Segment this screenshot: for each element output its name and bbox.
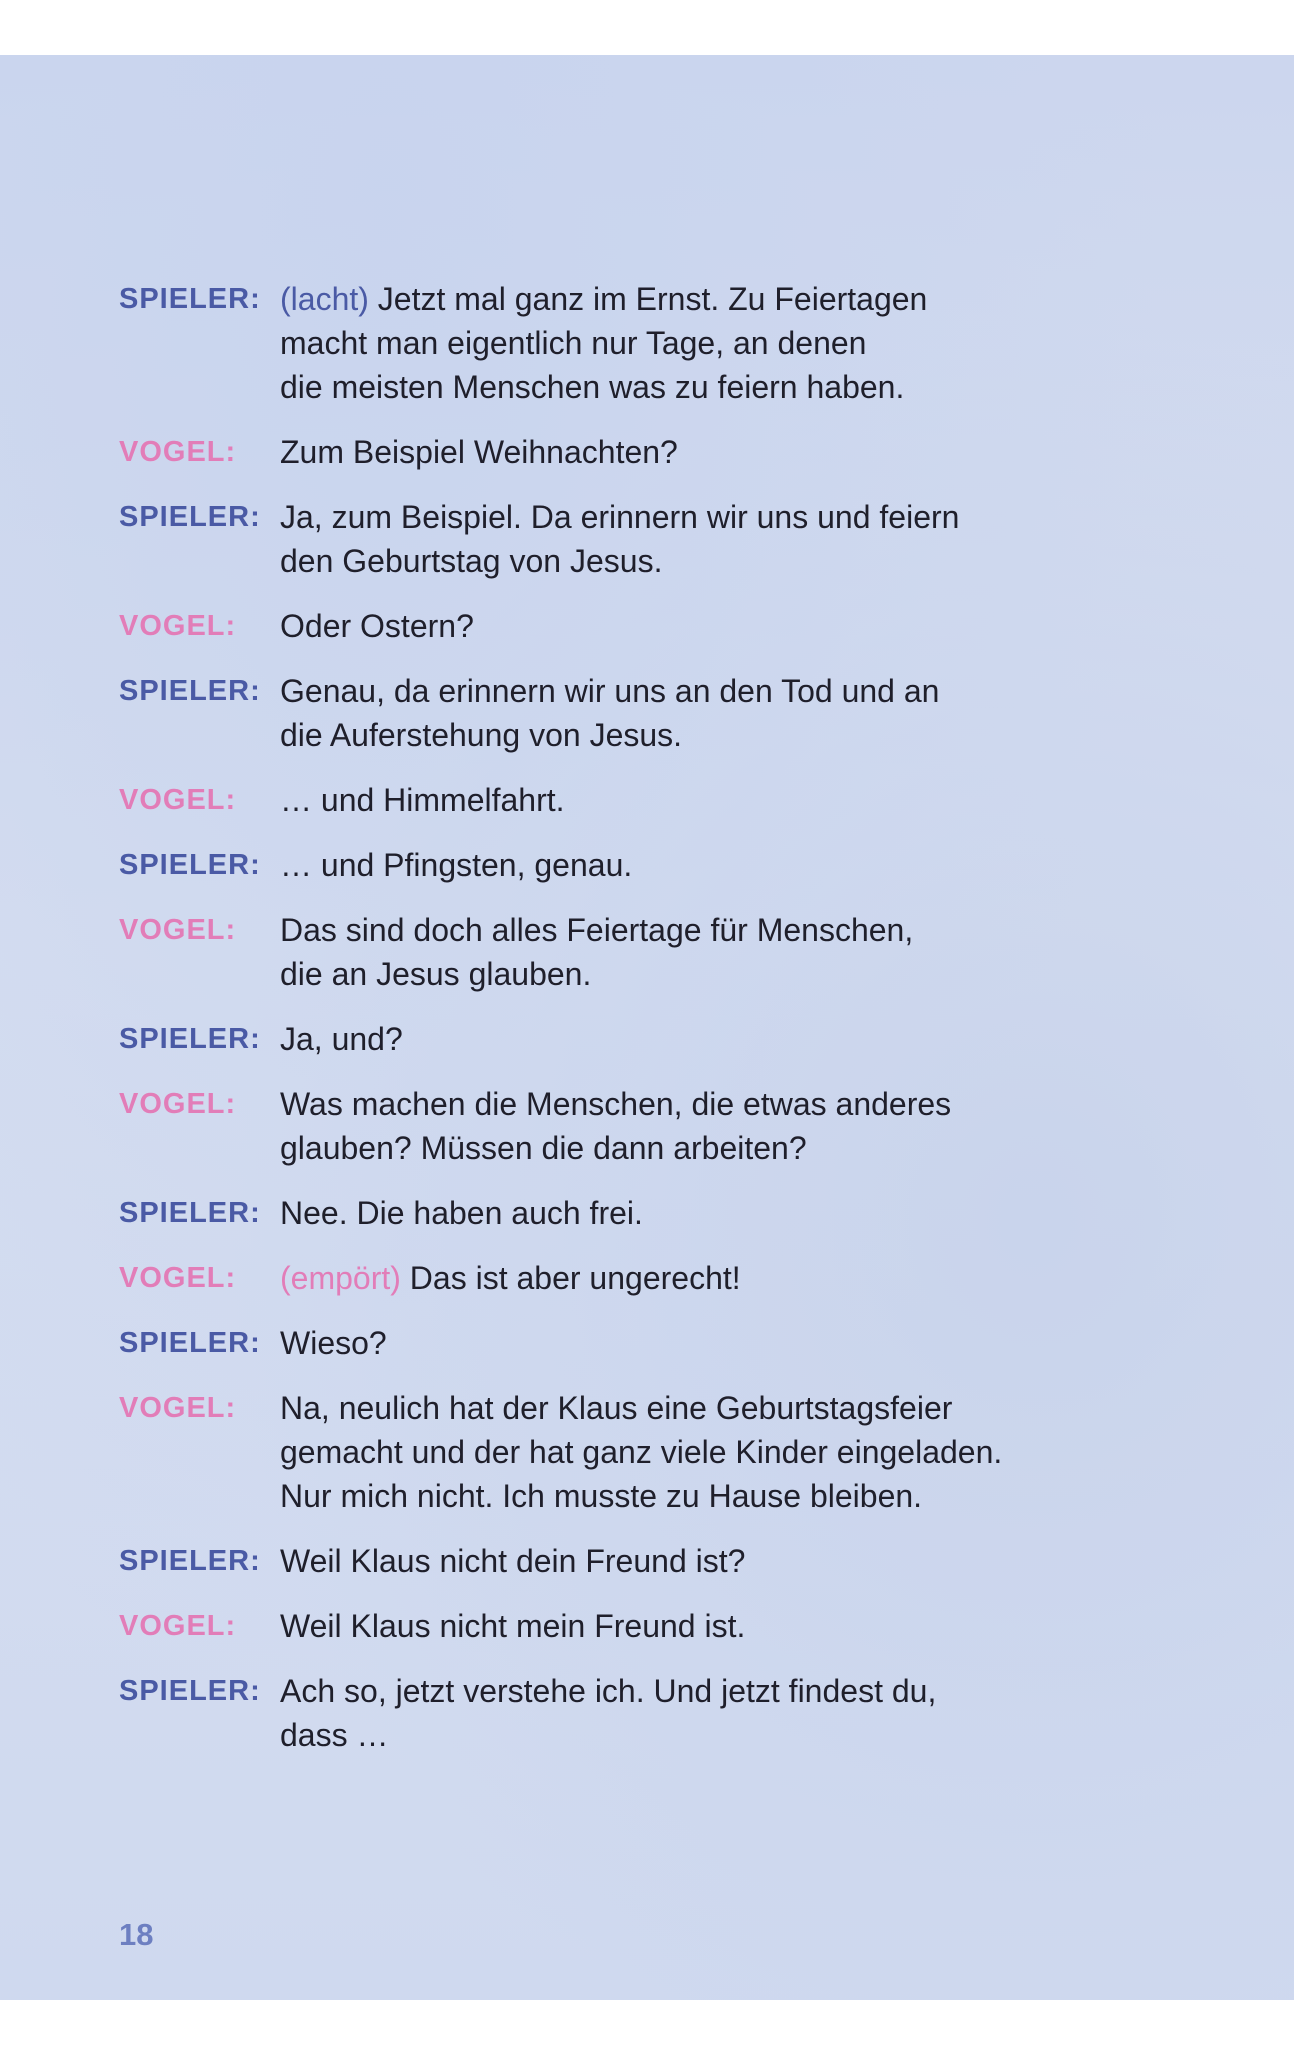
dialogue-text: Na, neulich hat der Klaus eine Geburtstagsfeier gemacht und der hat ganz viele Kinder eingeladen. Nur mich nicht. Ich musste zu Hause bleiben. — [280, 1390, 1003, 1514]
dialogue-text: … und Himmelfahrt. — [280, 782, 565, 818]
dialogue-text: … und Pfingsten, genau. — [280, 847, 633, 883]
dialogue-line — [119, 1321, 1119, 1365]
dialogue-text: Ja, zum Beispiel. Da erinnern wir uns und feiern den Geburtstag von Jesus. — [280, 499, 960, 579]
dialogue-text: Oder Ostern? — [280, 608, 474, 644]
dialogue-text: Wieso? — [280, 1325, 387, 1361]
dialogue-line — [119, 1539, 1119, 1583]
stage-direction: (empört) — [280, 1260, 401, 1296]
dialogue-line — [119, 669, 1119, 757]
speaker-label: VOGEL: — [119, 1392, 237, 1424]
dialogue-line — [119, 1256, 1119, 1300]
dialogue-line — [119, 430, 1119, 474]
dialogue-text-block — [280, 430, 1119, 474]
dialogue-script — [119, 277, 1119, 1778]
dialogue-line — [119, 1191, 1119, 1235]
speaker-label: SPIELER: — [119, 1545, 261, 1577]
dialogue-text-block — [280, 1191, 1119, 1235]
speaker-label: SPIELER: — [119, 1023, 261, 1055]
page-number: 18 — [119, 1917, 154, 1952]
dialogue-text: Das ist aber ungerecht! — [409, 1260, 741, 1296]
speaker-label: SPIELER: — [119, 501, 261, 533]
dialogue-line — [119, 1604, 1119, 1648]
speaker-label: SPIELER: — [119, 283, 261, 315]
dialogue-text-block — [280, 277, 1119, 409]
speaker-label: VOGEL: — [119, 914, 237, 946]
dialogue-line — [119, 1017, 1119, 1061]
dialogue-line — [119, 604, 1119, 648]
dialogue-line — [119, 778, 1119, 822]
dialogue-text: Ach so, jetzt verstehe ich. Und jetzt findest du, dass … — [280, 1673, 937, 1753]
dialogue-text-block — [280, 1321, 1119, 1365]
speaker-label: SPIELER: — [119, 1197, 261, 1229]
dialogue-line — [119, 908, 1119, 996]
dialogue-text-block — [280, 495, 1119, 583]
speaker-label: SPIELER: — [119, 675, 261, 707]
dialogue-text: Genau, da erinnern wir uns an den Tod und an die Auferstehung von Jesus. — [280, 673, 940, 753]
dialogue-line — [119, 1082, 1119, 1170]
dialogue-text: Weil Klaus nicht dein Freund ist? — [280, 1543, 746, 1579]
speaker-label: VOGEL: — [119, 1262, 237, 1294]
dialogue-text-block — [280, 908, 1119, 996]
dialogue-line — [119, 1386, 1119, 1518]
speaker-label: VOGEL: — [119, 784, 237, 816]
dialogue-text: Zum Beispiel Weihnachten? — [280, 434, 678, 470]
dialogue-text-block — [280, 1386, 1119, 1518]
speaker-label: VOGEL: — [119, 436, 237, 468]
dialogue-text-block — [280, 1604, 1119, 1648]
dialogue-text-block — [280, 1017, 1119, 1061]
speaker-label: VOGEL: — [119, 1088, 237, 1120]
dialogue-line — [119, 277, 1119, 409]
dialogue-text-block — [280, 669, 1119, 757]
dialogue-line — [119, 1669, 1119, 1757]
dialogue-text-block — [280, 1082, 1119, 1170]
book-page — [0, 55, 1294, 2000]
speaker-label: SPIELER: — [119, 1675, 261, 1707]
speaker-label: VOGEL: — [119, 610, 237, 642]
dialogue-text: Weil Klaus nicht mein Freund ist. — [280, 1608, 746, 1644]
dialogue-text: Was machen die Menschen, die etwas anderes glauben? Müssen die dann arbeiten? — [280, 1086, 952, 1166]
stage-direction: (lacht) — [280, 281, 369, 317]
dialogue-text-block — [280, 1669, 1119, 1757]
dialogue-text: Das sind doch alles Feiertage für Menschen, die an Jesus glauben. — [280, 912, 914, 992]
dialogue-text-block — [280, 1256, 1119, 1300]
dialogue-text-block — [280, 843, 1119, 887]
dialogue-line — [119, 843, 1119, 887]
speaker-label: SPIELER: — [119, 1327, 261, 1359]
dialogue-text: Ja, und? — [280, 1021, 403, 1057]
dialogue-text: Jetzt mal ganz im Ernst. Zu Feiertagen macht man eigentlich nur Tage, an denen die meisten Menschen was zu feiern haben. — [280, 281, 928, 405]
dialogue-text-block — [280, 778, 1119, 822]
dialogue-text: Nee. Die haben auch frei. — [280, 1195, 643, 1231]
dialogue-line — [119, 495, 1119, 583]
speaker-label: VOGEL: — [119, 1610, 237, 1642]
dialogue-text-block — [280, 1539, 1119, 1583]
dialogue-text-block — [280, 604, 1119, 648]
speaker-label: SPIELER: — [119, 849, 261, 881]
